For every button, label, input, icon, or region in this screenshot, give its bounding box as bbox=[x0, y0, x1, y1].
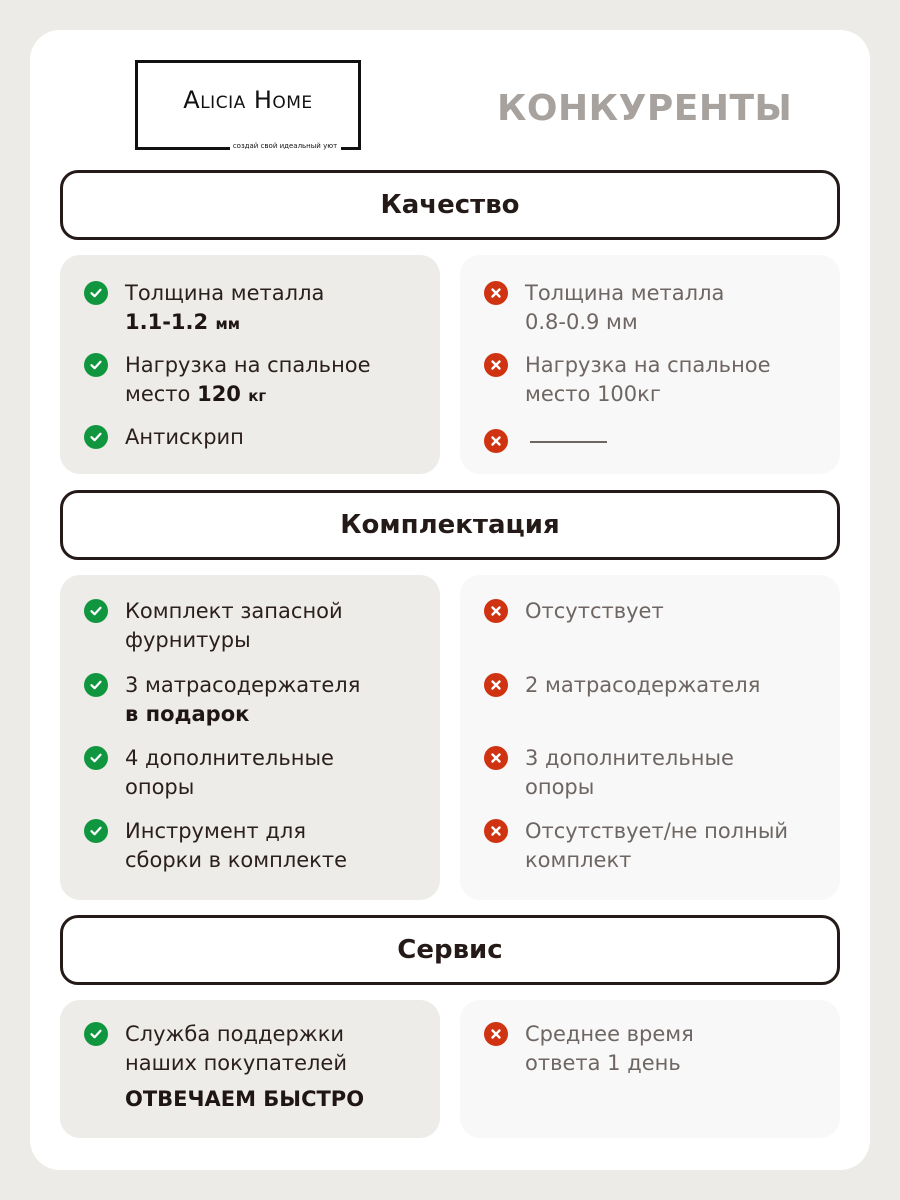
check-icon bbox=[84, 599, 108, 623]
item-text: Среднее время ответа 1 день bbox=[525, 1022, 694, 1075]
item-text: 3 дополнительные опоры bbox=[525, 746, 734, 799]
item-text: Толщина металла 1.1-1.2 мм bbox=[125, 281, 325, 334]
list-item bbox=[84, 279, 324, 339]
list-item bbox=[484, 1020, 694, 1078]
check-icon bbox=[84, 673, 108, 697]
list-item bbox=[484, 671, 760, 700]
theirs-panel-equipment bbox=[460, 575, 840, 900]
item-text: Антискрип bbox=[125, 425, 244, 449]
check-icon bbox=[84, 281, 108, 305]
competitors-title: КОНКУРЕНТЫ bbox=[497, 88, 793, 129]
list-item bbox=[484, 817, 788, 875]
item-text bbox=[525, 427, 607, 456]
theirs-panel-quality bbox=[460, 255, 840, 474]
cross-icon bbox=[484, 673, 508, 697]
item-text: Нагрузка на спальное место 120 кг bbox=[125, 353, 371, 406]
check-icon bbox=[84, 1022, 108, 1046]
item-text: Комплект запасной фурнитуры bbox=[125, 599, 343, 652]
item-text: 3 матрасодержателя в подарок bbox=[125, 673, 361, 726]
section-title: Комплектация bbox=[340, 510, 560, 540]
theirs-panel-service bbox=[460, 1000, 840, 1138]
list-item bbox=[84, 351, 371, 411]
list-item bbox=[484, 744, 734, 802]
section-title: Качество bbox=[380, 190, 520, 220]
ours-panel-service bbox=[60, 1000, 440, 1138]
check-icon bbox=[84, 819, 108, 843]
list-item bbox=[84, 744, 334, 802]
check-icon bbox=[84, 425, 108, 449]
item-text: Отсутствует bbox=[525, 599, 664, 623]
section-title: Сервис bbox=[397, 935, 503, 965]
list-item bbox=[84, 597, 343, 655]
logo-tagline: создай свой идеальный уют bbox=[232, 142, 338, 150]
list-item bbox=[484, 427, 607, 456]
check-icon bbox=[84, 353, 108, 377]
item-text: Толщина металла 0.8-0.9 мм bbox=[525, 281, 725, 334]
ours-panel-equipment bbox=[60, 575, 440, 900]
cross-icon bbox=[484, 1022, 508, 1046]
item-text: Служба поддержки наших покупателей ОТВЕЧАЕМ БЫСТРО bbox=[125, 1022, 365, 1111]
logo-frame-bottom-left bbox=[135, 147, 230, 150]
list-item bbox=[84, 671, 360, 729]
item-text: 2 матрасодержателя bbox=[525, 673, 761, 697]
list-item bbox=[84, 1020, 364, 1114]
list-item bbox=[484, 279, 724, 337]
logo-frame-bottom-right bbox=[341, 147, 361, 150]
cross-icon bbox=[484, 429, 508, 453]
list-item bbox=[84, 817, 347, 875]
cross-icon bbox=[484, 746, 508, 770]
item-text: Инструмент для сборки в комплекте bbox=[125, 819, 348, 872]
list-item bbox=[84, 423, 244, 452]
item-text: Нагрузка на спальное место 100кг bbox=[525, 353, 771, 406]
item-text: Отсутствует/не полный комплект bbox=[525, 819, 789, 872]
list-item bbox=[484, 597, 664, 626]
cross-icon bbox=[484, 819, 508, 843]
item-text: 4 дополнительные опоры bbox=[125, 746, 334, 799]
check-icon bbox=[84, 746, 108, 770]
section-header-quality bbox=[60, 170, 840, 240]
cross-icon bbox=[484, 281, 508, 305]
section-header-service bbox=[60, 915, 840, 985]
cross-icon bbox=[484, 353, 508, 377]
dash-placeholder bbox=[530, 441, 607, 443]
logo-title: Alicia Home bbox=[183, 86, 313, 114]
section-header-equipment bbox=[60, 490, 840, 560]
ours-panel-quality bbox=[60, 255, 440, 474]
list-item bbox=[484, 351, 771, 409]
cross-icon bbox=[484, 599, 508, 623]
